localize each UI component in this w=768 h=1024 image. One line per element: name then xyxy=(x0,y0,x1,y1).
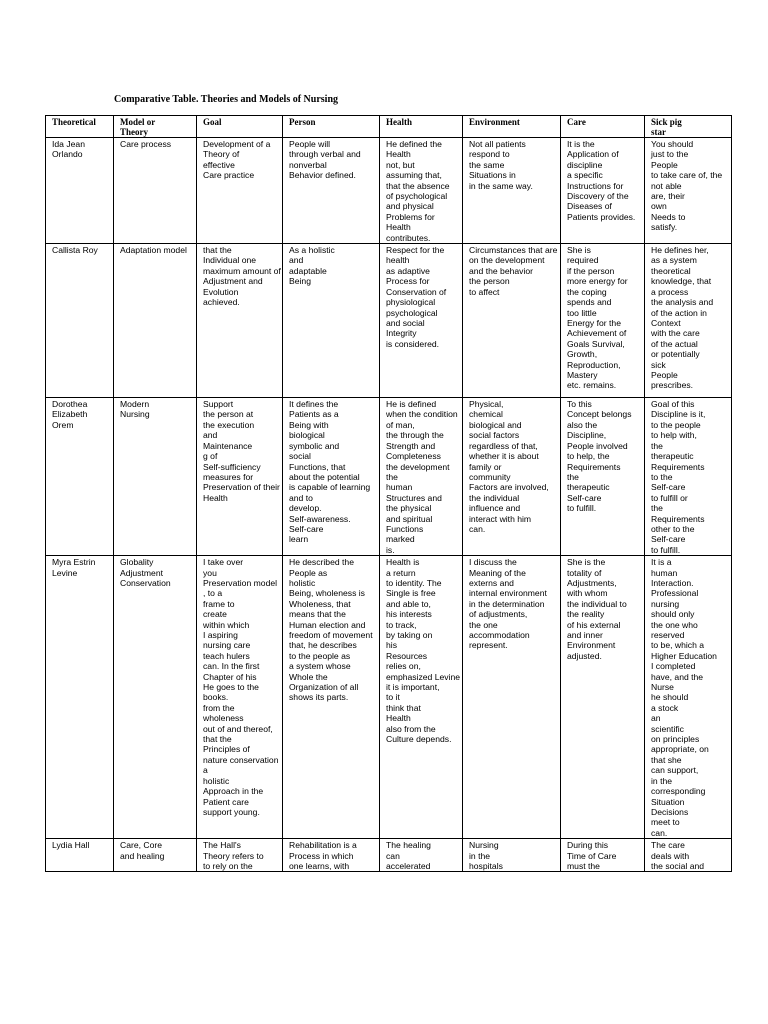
cell-goal: Support the person at the execution and Maintenance g of Self-sufficiency measures for Preservation of their Health xyxy=(197,398,283,556)
cell-sick: It is a human Interaction. Professional nursing should only the one who reserved to be, which a Higher Education I completed have, and the Nurse he should a stock an scientific on principles appropriate, on that she can support, in the corresponding Situation Decisions meet to can. xyxy=(645,556,732,839)
cell-environment: Nursing in the hospitals xyxy=(463,839,561,872)
header-model-or-theory: Model or Theory xyxy=(114,116,197,138)
cell-model: Modern Nursing xyxy=(114,398,197,556)
cell-care: She is the totality of Adjustments, with whom the individual to the reality of his external and inner Environment adjusted. xyxy=(561,556,645,839)
cell-theorist: Myra Estrin Levine xyxy=(46,556,114,839)
cell-model: Adaptation model xyxy=(114,244,197,398)
cell-theorist: Lydia Hall xyxy=(46,839,114,872)
cell-health: The healing can accelerated xyxy=(380,839,463,872)
cell-environment: I discuss the Meaning of the externs and internal environment in the determination of adjustments, the one accommodation represent. xyxy=(463,556,561,839)
cell-environment: Circumstances that are on the development and the behavior the person to affect xyxy=(463,244,561,398)
cell-theorist: Callista Roy xyxy=(46,244,114,398)
table-row xyxy=(46,244,732,398)
cell-person: Rehabilitation is a Process in which one learns, with xyxy=(283,839,380,872)
cell-model: Care, Core and healing xyxy=(114,839,197,872)
cell-model: Care process xyxy=(114,138,197,244)
cell-goal: Development of a Theory of effective Care practice xyxy=(197,138,283,244)
cell-health: Respect for the health as adaptive Process for Conservation of physiological psychological and social Integrity is considered. xyxy=(380,244,463,398)
table-row xyxy=(46,556,732,839)
cell-person: He described the People as holistic Being, wholeness is Wholeness, that means that the Human election and freedom of movement that, he describes to the people as a system whose Whole the Organization of all shows its parts. xyxy=(283,556,380,839)
cell-care: It is the Application of discipline a specific Instructions for Discovery of the Diseases of Patients provides. xyxy=(561,138,645,244)
cell-care: During this Time of Care must the xyxy=(561,839,645,872)
cell-sick: He defines her, as a system theoretical knowledge, that a process the analysis and of the action in Context with the care of the actual or potentially sick People prescribes. xyxy=(645,244,732,398)
cell-environment: Not all patients respond to the same Situations in in the same way. xyxy=(463,138,561,244)
header-sick-pig-star: Sick pig star xyxy=(645,116,732,138)
header-health: Health xyxy=(380,116,463,138)
document-title: Comparative Table. Theories and Models of Nursing xyxy=(114,94,338,105)
cell-care: To this Concept belongs also the Discipline, People involved to help, the Requirements the therapeutic Self-care to fulfill. xyxy=(561,398,645,556)
cell-person: As a holistic and adaptable Being xyxy=(283,244,380,398)
cell-health: Health is a return to identity. The Single is free and able to, his interests to track, by taking on his Resources relies on, emphasized Levine it is important, to it think that Health also from the Culture depends. xyxy=(380,556,463,839)
cell-health: He defined the Health not, but assuming that, that the absence of psychological and physical Problems for Health contributes. xyxy=(380,138,463,244)
header-environment: Environment xyxy=(463,116,561,138)
table-row xyxy=(46,138,732,244)
cell-model: Globality Adjustment Conservation xyxy=(114,556,197,839)
cell-sick: The care deals with the social and xyxy=(645,839,732,872)
cell-sick: You should just to the People to take care of, the not able are, their own Needs to satisfy. xyxy=(645,138,732,244)
header-care: Care xyxy=(561,116,645,138)
table-row xyxy=(46,839,732,872)
cell-goal: The Hall's Theory refers to to rely on the xyxy=(197,839,283,872)
comparison-table xyxy=(45,115,732,872)
cell-care: She is required if the person more energy for the coping spends and too little Energy for the Achievement of Goals Survival, Growth, Reproduction, Mastery etc. remains. xyxy=(561,244,645,398)
cell-sick: Goal of this Discipline is it, to the people to help with, the therapeutic Requirements to the Self-care to fulfill or the Requirements other to the Self-care to fulfill. xyxy=(645,398,732,556)
cell-goal: I take over you Preservation model , to a frame to create within which I aspiring nursing care teach hulers can. In the first Chapter of his He goes to the books. from the wholeness out of and thereof, that the Principles of nature conservation a holistic Approach in the Patient care support young. xyxy=(197,556,283,839)
table-row xyxy=(46,398,732,556)
cell-person: It defines the Patients as a Being with biological symbolic and social Functions, that about the potential is capable of learning and to develop. Self-awareness. Self-care learn xyxy=(283,398,380,556)
cell-theorist: Dorothea Elizabeth Orem xyxy=(46,398,114,556)
table-header-row xyxy=(46,116,732,138)
cell-health: He is defined when the condition of man, the through the Strength and Completeness the development the human Structures and the physical and spiritual Functions marked is. xyxy=(380,398,463,556)
cell-theorist: Ida Jean Orlando xyxy=(46,138,114,244)
cell-environment: Physical, chemical biological and social factors regardless of that, whether it is about family or community Factors are involved, the individual influence and interact with him can. xyxy=(463,398,561,556)
cell-person: People will through verbal and nonverbal Behavior defined. xyxy=(283,138,380,244)
header-person: Person xyxy=(283,116,380,138)
cell-goal: that the Individual one maximum amount of Adjustment and Evolution achieved. xyxy=(197,244,283,398)
header-theoretical: Theoretical xyxy=(46,116,114,138)
header-goal: Goal xyxy=(197,116,283,138)
